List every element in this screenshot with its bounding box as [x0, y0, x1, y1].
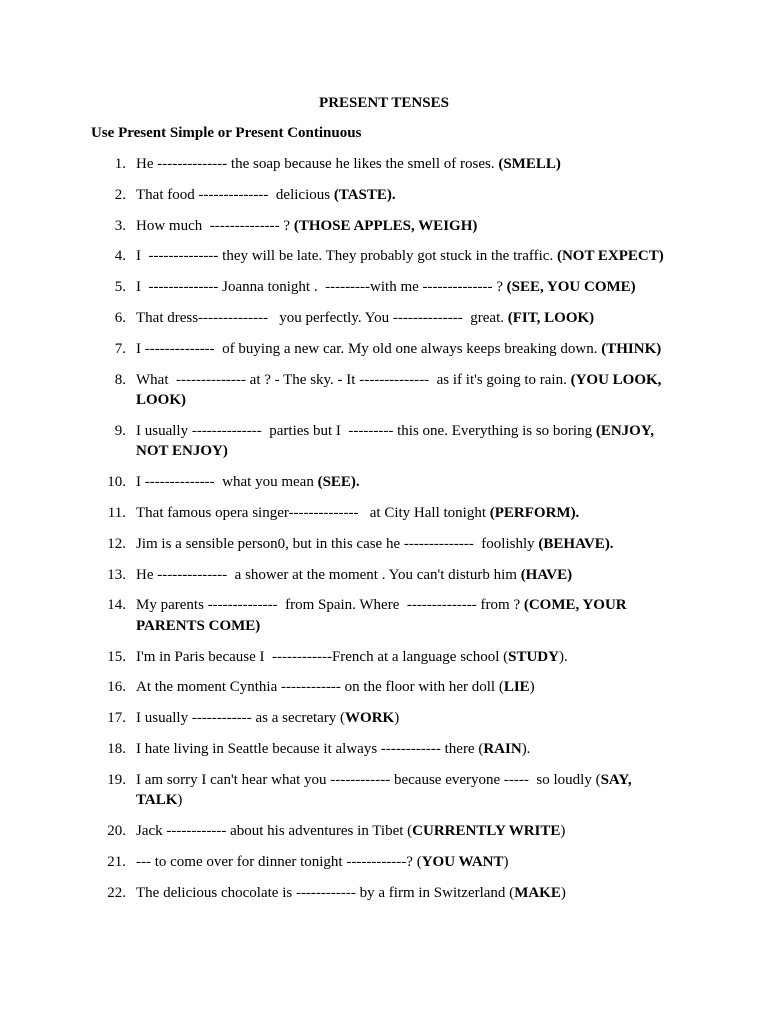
exercise-number: 22.	[107, 884, 126, 901]
exercise-number: 14.	[107, 597, 126, 614]
exercise-sentence: I -------------- what you mean	[136, 474, 318, 491]
exercise-sentence-end: )	[560, 823, 566, 840]
exercise-verb-hint: (YOU LOOK, LOOK)	[136, 371, 666, 409]
exercise-list	[0, 154, 768, 914]
exercise-item	[0, 246, 768, 267]
exercise-verb-hint: (BEHAVE).	[538, 535, 614, 552]
exercise-sentence-end: ).	[521, 741, 531, 758]
exercise-verb-hint: (THINK)	[601, 340, 662, 357]
exercise-item	[0, 821, 768, 842]
exercise-number: 18.	[107, 741, 126, 758]
exercise-sentence: I -------------- of buying a new car. My old one always keeps breaking down.	[136, 340, 602, 357]
exercise-item	[0, 185, 768, 206]
exercise-sentence: At the moment Cynthia ------------ on the floor with her doll (	[136, 679, 504, 696]
exercise-sentence: That dress-------------- you perfectly. You -------------- great.	[136, 309, 508, 326]
exercise-number: 9.	[114, 422, 126, 439]
exercise-sentence: That food -------------- delicious	[136, 186, 334, 203]
exercise-verb-hint: LIE	[503, 679, 530, 696]
exercise-sentence: I am sorry I can't hear what you ------------ because everyone ----- so loudly (	[136, 771, 601, 788]
exercise-verb-hint: YOU WANT	[421, 853, 504, 870]
exercise-verb-hint: SAY, TALK	[136, 771, 636, 809]
exercise-sentence-end: ).	[558, 648, 568, 665]
exercise-number: 2.	[114, 186, 126, 203]
exercise-number: 3.	[114, 217, 126, 234]
exercise-verb-hint: MAKE	[514, 884, 561, 901]
exercise-number: 7.	[114, 340, 126, 357]
exercise-verb-hint: (SMELL)	[498, 156, 561, 172]
exercise-item	[0, 277, 768, 298]
exercise-verb-hint: (NOT EXPECT)	[556, 248, 664, 265]
exercise-number: 4.	[114, 248, 126, 265]
exercise-sentence: Jack ------------ about his adventures in Tibet (	[136, 823, 413, 840]
exercise-sentence: What -------------- at ? - The sky. - It -------------- as if it's going to rain.	[136, 371, 571, 388]
exercise-number: 1.	[114, 156, 126, 172]
exercise-item	[0, 708, 768, 729]
exercise-verb-hint: (SEE).	[317, 474, 360, 491]
exercise-verb-hint: (COME, YOUR PARENTS COME)	[136, 597, 631, 634]
exercise-verb-hint: (HAVE)	[520, 566, 573, 583]
exercise-item	[0, 154, 768, 175]
exercise-number: 16.	[107, 679, 126, 696]
exercise-item	[0, 421, 768, 462]
exercise-item	[0, 472, 768, 493]
exercise-sentence: He -------------- a shower at the moment . You can't disturb him	[136, 566, 521, 583]
exercise-item	[0, 503, 768, 524]
exercise-sentence-end: )	[560, 884, 566, 901]
exercise-item	[0, 852, 768, 873]
exercise-number: 12.	[107, 535, 126, 552]
exercise-sentence: I usually ------------ as a secretary (	[136, 710, 346, 727]
exercise-sentence-end: )	[394, 710, 400, 727]
exercise-number: 8.	[114, 371, 126, 388]
exercise-number: 19.	[107, 771, 126, 788]
exercise-number: 6.	[114, 309, 126, 326]
exercise-verb-hint: RAIN	[483, 741, 522, 758]
exercise-item	[0, 647, 768, 668]
exercise-number: 13.	[107, 566, 126, 583]
exercise-item	[0, 370, 768, 411]
exercise-item	[0, 770, 768, 811]
exercise-sentence: I'm in Paris because I ------------French at a language school (	[136, 648, 509, 665]
exercise-sentence-end: )	[177, 792, 183, 809]
exercise-sentence: I -------------- Joanna tonight . ---------with me -------------- ?	[136, 279, 507, 296]
exercise-verb-hint: STUDY	[508, 648, 559, 665]
exercise-number: 11.	[107, 504, 126, 521]
exercise-number: 20.	[107, 823, 126, 840]
exercise-verb-hint: WORK	[345, 710, 395, 727]
exercise-verb-hint: (THOSE APPLES, WEIGH)	[293, 217, 478, 234]
exercise-sentence: The delicious chocolate is ------------ by a firm in Switzerland (	[136, 884, 515, 901]
exercise-sentence: I usually -------------- parties but I --------- this one. Everything is so boring	[136, 422, 596, 439]
exercise-sentence: Jim is a sensible person0, but in this case he -------------- foolishly	[136, 535, 539, 552]
exercise-sentence: I hate living in Seattle because it always ------------ there (	[136, 741, 484, 758]
exercise-number: 5.	[114, 279, 126, 296]
exercise-item	[0, 883, 768, 904]
exercise-verb-hint: (ENJOY, NOT ENJOY)	[136, 422, 658, 460]
exercise-item	[0, 739, 768, 760]
exercise-item	[0, 677, 768, 698]
exercise-sentence: That famous opera singer-------------- at City Hall tonight	[136, 504, 490, 521]
exercise-sentence: I -------------- they will be late. They probably got stuck in the traffic.	[136, 248, 557, 265]
exercise-verb-hint: CURRENTLY WRITE	[412, 823, 561, 840]
exercise-sentence-end: )	[529, 679, 535, 696]
exercise-sentence: How much -------------- ?	[136, 217, 294, 234]
exercise-item	[0, 216, 768, 237]
exercise-number: 21.	[107, 853, 126, 870]
exercise-number: 10.	[107, 474, 126, 491]
exercise-item	[0, 565, 768, 586]
worksheet-instruction: Use Present Simple or Present Continuous	[91, 125, 362, 141]
exercise-item	[0, 595, 768, 636]
exercise-item	[0, 534, 768, 555]
exercise-verb-hint: (PERFORM).	[489, 504, 580, 521]
exercise-sentence: My parents -------------- from Spain. Where -------------- from ?	[136, 597, 524, 614]
exercise-verb-hint: (FIT, LOOK)	[507, 309, 595, 326]
worksheet-title: PRESENT TENSES	[319, 95, 449, 111]
exercise-sentence-end: )	[503, 853, 509, 870]
exercise-number: 17.	[107, 710, 126, 727]
exercise-item	[0, 308, 768, 329]
exercise-item	[0, 339, 768, 360]
exercise-verb-hint: (SEE, YOU COME)	[506, 279, 636, 296]
exercise-verb-hint: (TASTE).	[333, 186, 396, 203]
exercise-sentence: --- to come over for dinner tonight ------------? (	[136, 853, 422, 870]
exercise-sentence: He -------------- the soap because he likes the smell of roses.	[136, 156, 499, 172]
exercise-number: 15.	[107, 648, 126, 665]
